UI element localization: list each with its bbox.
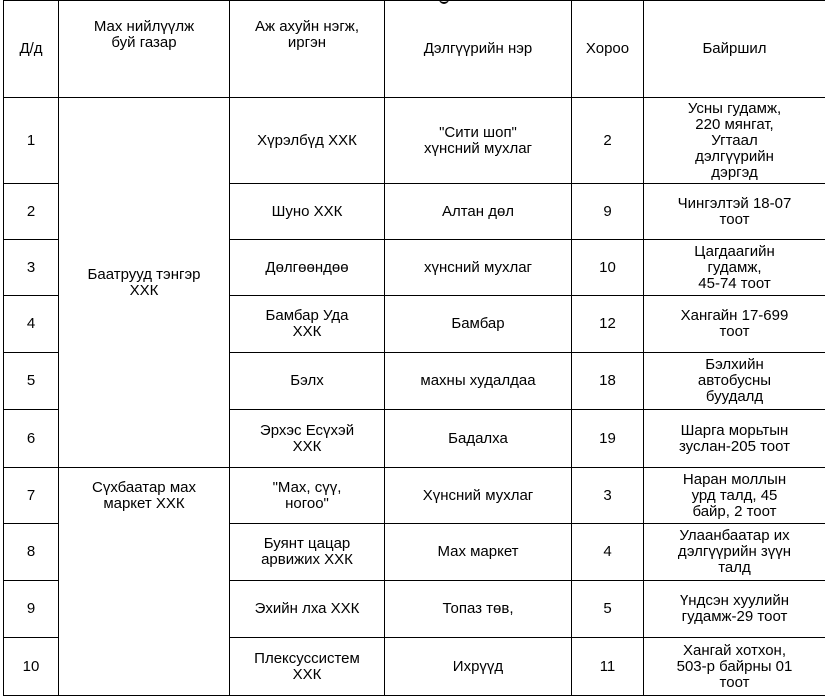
row-num: 6 — [4, 410, 59, 468]
header-supplier-place: Мах нийлүүлж буй газар — [59, 1, 230, 98]
row-address: Шарга морьтын зуслан-205 тоот — [644, 410, 825, 468]
meat-suppliers-table — [3, 0, 825, 696]
row-num: 1 — [4, 98, 59, 184]
table-row — [4, 468, 825, 524]
row-org: Хүрэлбүд ХХК — [230, 98, 385, 184]
supplier-name: Баатрууд тэнгэр ХХК — [61, 267, 227, 299]
row-address: Бэлхийн автобусны буудалд — [644, 353, 825, 410]
row-address: Үндсэн хуулийн гудамж-29 тоот — [644, 581, 825, 638]
row-khoroo: 2 — [572, 98, 644, 184]
header-num: Д/д — [4, 1, 59, 98]
row-num: 4 — [4, 296, 59, 353]
row-khoroo: 11 — [572, 638, 644, 696]
row-khoroo: 3 — [572, 468, 644, 524]
header-address: Байршил — [644, 1, 825, 98]
row-store: хүнсний мухлаг — [385, 240, 572, 296]
row-address: Цагдаагийн гудамж, 45-74 тоот — [644, 240, 825, 296]
supplier-cell — [59, 98, 230, 468]
row-num: 8 — [4, 524, 59, 581]
row-org: Дөлгөөндөө — [230, 240, 385, 296]
row-org: Плексуссистем ХХК — [230, 638, 385, 696]
row-num: 7 — [4, 468, 59, 524]
header-store-name: Дэлгүүрийн нэр — [385, 1, 572, 98]
row-store: Ихрүүд — [385, 638, 572, 696]
row-org: "Мах, сүү, ногоо" — [230, 468, 385, 524]
row-khoroo: 5 — [572, 581, 644, 638]
table-header-row — [4, 1, 825, 98]
table-row — [4, 98, 825, 184]
row-address: Улаанбаатар их дэлгүүрийн зүүн талд — [644, 524, 825, 581]
row-org: Бамбар Уда ХХК — [230, 296, 385, 353]
row-khoroo: 10 — [572, 240, 644, 296]
row-store: Алтан дөл — [385, 184, 572, 240]
row-org: Бэлх — [230, 353, 385, 410]
row-num: 3 — [4, 240, 59, 296]
row-address: Хангай хотхон, 503-р байрны 01 тоот — [644, 638, 825, 696]
supplier-name: Сүхбаатар мах маркет ХХК — [61, 480, 227, 512]
row-khoroo: 19 — [572, 410, 644, 468]
row-num: 5 — [4, 353, 59, 410]
supplier-cell — [59, 468, 230, 696]
row-store: Мах маркет — [385, 524, 572, 581]
row-num: 2 — [4, 184, 59, 240]
row-store: махны худалдаа — [385, 353, 572, 410]
row-store: "Сити шоп" хүнсний мухлаг — [385, 98, 572, 184]
row-store: Хүнсний мухлаг — [385, 468, 572, 524]
row-store: Топаз төв, — [385, 581, 572, 638]
row-org: Эхийн лха ХХК — [230, 581, 385, 638]
row-store: Бамбар — [385, 296, 572, 353]
row-khoroo: 18 — [572, 353, 644, 410]
row-num: 9 — [4, 581, 59, 638]
row-store: Бадалха — [385, 410, 572, 468]
header-khoroo: Хороо — [572, 1, 644, 98]
header-organization: Аж ахуйн нэгж, иргэн — [230, 1, 385, 98]
row-address: Чингэлтэй 18-07 тоот — [644, 184, 825, 240]
row-address: Усны гудамж, 220 мянгат, Угтаал дэлгүүрийн дэргэд — [644, 98, 825, 184]
row-org: Шуно ХХК — [230, 184, 385, 240]
row-address: Наран моллын урд талд, 45 байр, 2 тоот — [644, 468, 825, 524]
row-khoroo: 12 — [572, 296, 644, 353]
row-khoroo: 9 — [572, 184, 644, 240]
row-org: Буянт цацар арвижих ХХК — [230, 524, 385, 581]
row-address: Хангайн 17-699 тоот — [644, 296, 825, 353]
row-khoroo: 4 — [572, 524, 644, 581]
row-org: Эрхэс Есүхэй ХХК — [230, 410, 385, 468]
row-num: 10 — [4, 638, 59, 696]
